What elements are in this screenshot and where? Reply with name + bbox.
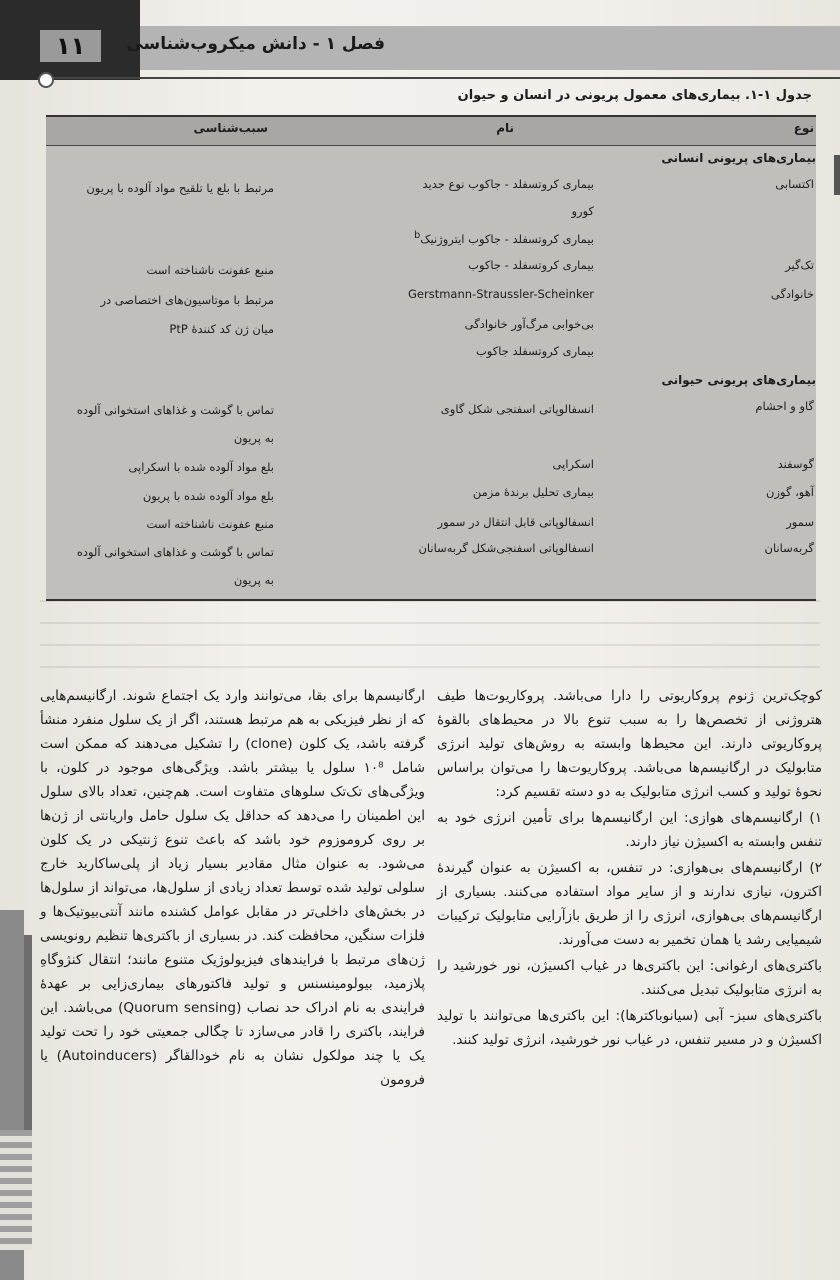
table-cell: بیماری کروتسفلد - جاکوب نوع جدید (422, 177, 594, 191)
right-text-column (437, 684, 822, 1054)
table-cell: بیماری کروتسفلد جاکوب (475, 344, 594, 358)
table-cell: مرتبط با بلع یا تلقیح مواد آلوده با پریون (86, 181, 274, 195)
margin-tick-marks (0, 1130, 32, 1250)
page-header (0, 0, 840, 80)
table-cell: انسفالوپاتی قابل انتقال در سمور (437, 515, 594, 529)
page-number: ۱۱ (40, 30, 101, 62)
prion-diseases-table (46, 115, 816, 601)
animal-section-title: بیماری‌های پریونی حیوانی (661, 373, 816, 387)
table-cell: مرتبط با موتاسیون‌های اختصاصی در (100, 293, 274, 307)
table-cell: اکتسابی (775, 177, 814, 191)
table-cell: گوسفند (777, 457, 814, 471)
table-cell: منبع عفونت ناشناخته است (146, 517, 274, 531)
table-cell: آهو، گوزن (766, 485, 814, 499)
bleed-through-text (40, 600, 820, 680)
table-cell: تماس با گوشت و غذاهای استخوانی آلوده (76, 403, 274, 417)
header-cause: سبب‌شناسی (193, 121, 268, 135)
paragraph: باکتری‌های سبز- آبی (سیانوباکترها): این باکتری‌ها می‌توانند با تولید اکسیژن و در مسیر تنفس، در غیاب نور خورشید، انرژی تولید کنند. (437, 1008, 822, 1048)
table-cell: منبع عفونت ناشناخته است (146, 263, 274, 277)
table-cell: به پریون (233, 573, 274, 587)
paragraph: ارگانیسم‌ها برای بقا، می‌توانند وارد یک اجتماع شوند. ارگانیسم‌هایی که از نظر فیزیکی به هم مرتبط هستند، اگر از یک سلول منفرد منشأ گرفته باشد، یک کلون (clone) را تشکیل می‌دهند که ممکن است شامل ۱۰⁸ سلول یا بیشتر باشد. ویژگی‌های موجود در کلون، با ویژگی‌های تک‌تک سلوهای متفاوت است. هم‌چنین، تعداد بالای سلول این اطمینان را می‌دهد که حداقل یک سلول حامل واریانتی از ژن‌ها بر روی کروموزوم خود باشد که باعث تنوع ژنتیکی در یک کلون می‌شود. به عنوان مثال مقادیر بسیار زیاد از پلی‌ساکارید خارج سلولی تولید شده توسط تعداد زیادی از سلول‌ها، می‌تواند از سلول‌ها در بخش‌های داخلی‌تر در مقابل عوامل کشنده مانند آنتی‌بیوتیک‌ها و فلزات سنگین، محافظت کند. در بسیاری از باکتری‌ها تنظیم رونویسی ژن‌های مرتبط با فرایندهای فیزیولوژیک متنوع مانند؛ انتقال کنژوگاهِ پلازمید، بیولومینسنس و تولید فاکتورهای بیماری‌زایی بر عهدهٔ فرایندی به نام ادراک حد نصاب (Quorum sensing) می‌باشد. این فرایند، باکتری را قادر می‌سازد تا چگالی جمعیتی خود را تحت تولید یک یا چند مولکول نشان به نام خودالقاگر (Autoinducers) یا فرومون (40, 688, 426, 1088)
paragraph: باکتری‌های ارغوانی: این باکتری‌ها در غیاب اکسیژن، نور خورشید را به انرژی متابولیک تبدیل می‌کنند. (437, 958, 822, 998)
footnote-mark: b (414, 230, 421, 241)
table-cell: Gerstmann-Straussler-Scheinker (408, 287, 594, 301)
header-dark-block (0, 0, 140, 80)
table-cell: گربه‌سانان (764, 541, 814, 555)
paragraph: ۲) ارگانیسم‌های بی‌هوازی: در تنفس، به اکسیژن به عنوان گیرندهٔ اکترون، نیازی ندارند و از سایر مواد استفاده می‌کنند. بسیاری از ارگانیسم‌های بی‌هوازی، انرژی را از طریق بازآرایی متابولیک ترکیبات شیمیایی رشد یا همان تخمیر به دست می‌آورند. (437, 860, 822, 948)
header-type: نوع (793, 121, 814, 135)
table-cell: انسفالوپاتی اسفنجی‌شکل گربه‌سانان (418, 541, 594, 555)
table-cell: بیماری تحلیل برندهٔ مزمن (472, 485, 594, 499)
header-rule (50, 77, 840, 79)
right-edge-mark (834, 155, 840, 195)
header-name: نام (496, 121, 514, 135)
table-cell: کورو (571, 204, 594, 218)
table-cell: بی‌خوابی مرگ‌آور خانوادگی (464, 317, 594, 331)
table-header-row (46, 117, 816, 146)
table-cell: تماس با گوشت و غذاهای استخوانی آلوده (76, 545, 274, 559)
table-cell: میان ژن کد کنندهٔ PtP (169, 322, 274, 336)
table-cell: سمور (786, 515, 814, 529)
human-section-title: بیماری‌های پریونی انسانی (661, 151, 816, 165)
table-caption: جدول ۱-۱. بیماری‌های معمول پریونی در انسان و حیوان (457, 88, 812, 103)
table-cell: بلع مواد آلوده شده با اسکراپی (128, 460, 274, 474)
chapter-title: فصل ۱ - دانش میکروب‌شناسی (126, 34, 385, 54)
paragraph: کوچک‌ترین ژنوم پروکاریوتی را دارا می‌باشد. پروکاریوت‌ها طیف هتروژنی از تخصص‌ها را به سبب تنوع بالا در محیط‌های بالقوهٔ پروکاریوتی دارند. این محیط‌ها وابسته به روش‌های تولید انرژی متابولیک در ارگانیسم‌ها می‌باشد. پروکاریوت‌ها را می‌توان براساس نحوهٔ تولید و کسب انرژی متابولیک به دو دسته تقسیم کرد: (437, 688, 822, 800)
left-text-column (40, 684, 425, 1094)
table-cell: بیماری کروتسفلد - جاکوب (468, 258, 594, 272)
table-cell: بلع مواد آلوده شده با پریون (142, 489, 274, 503)
name-text: بیماری کروتسفلد - جاکوب ایتروژنیک (420, 231, 594, 246)
paragraph: ۱) ارگانیسم‌های هوازی: این ارگانیسم‌ها برای تأمین انرژی خود به تنفس وابسته به اکسیژن نیاز دارند. (437, 810, 822, 850)
margin-strip-inner (24, 935, 32, 1135)
table-cell: گاو و احشام (755, 399, 814, 413)
table-cell: انسفالوپاتی اسفنجی شکل گاوی (440, 402, 594, 416)
table-cell: خانوادگی (770, 287, 814, 301)
table-cell: به پریون (233, 431, 274, 445)
table-cell: تک‌گیر (785, 258, 814, 272)
table-cell: اسکراپی (552, 457, 594, 471)
table-cell (414, 230, 594, 246)
header-bullet-icon (38, 72, 54, 88)
